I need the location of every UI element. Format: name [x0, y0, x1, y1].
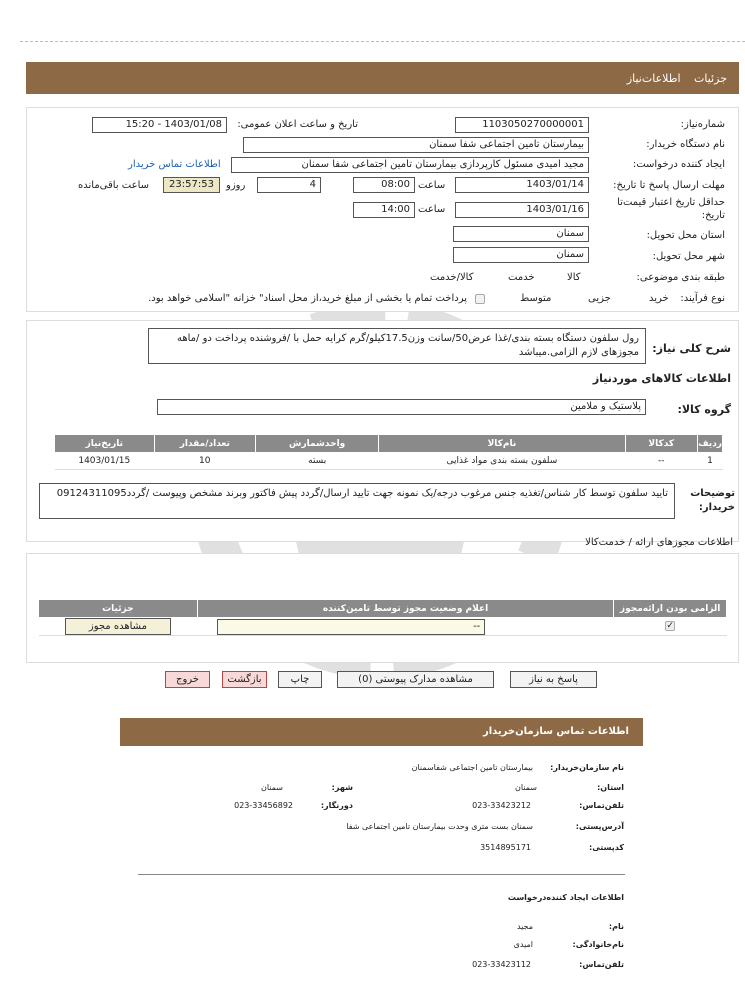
deadline-time-field: 08:00: [353, 177, 415, 193]
province-label: استان محل تحویل:: [646, 230, 725, 241]
process-buy-label: خرید: [649, 293, 669, 304]
contact-org: بیمارستان تامین اجتماعی شفاسمنان: [411, 763, 533, 772]
cell-name: سلفون بسته بندی مواد غذایی: [379, 453, 625, 470]
buyer-notes-label: توضیحات خریدار:: [690, 488, 735, 513]
contact-postal: 3514895171: [480, 843, 531, 852]
payment-checkbox[interactable]: [475, 294, 485, 304]
col-code: کدکالا: [625, 435, 698, 453]
cell-unit: بسته: [255, 453, 378, 470]
announce-label: تاریخ و ساعت اعلان عمومی:: [237, 119, 358, 130]
contact-province: سمنان: [514, 783, 537, 792]
col-permit-status: اعلام وضعیت مجوز توسط تامین‌کننده: [197, 600, 613, 618]
remaining-label: ساعت باقی‌مانده: [78, 180, 150, 191]
creator-label: ایجاد کننده درخواست:: [632, 159, 725, 170]
buyer-name-label: نام دستگاه خریدار:: [646, 139, 725, 150]
top-divider: [20, 41, 745, 42]
contact-header: اطلاعات تماس سازمان‌خریدار: [120, 718, 643, 746]
contact-divider: [138, 874, 625, 875]
validity-label: حداقل تاریخ اعتبار قیمت‌تا تاریخ:: [617, 197, 725, 221]
contact-city-label: شهر:: [331, 783, 353, 792]
creator-field: مجید امیدی مسئول کارپردازی بیمارستان تامین اجتماعی شفا سمنان: [231, 157, 589, 173]
province-field: سمنان: [453, 226, 589, 242]
permits-table: [38, 599, 727, 636]
contact-postal-label: کد‌پستی:: [589, 843, 624, 852]
contact-fax-label: دورنگار:: [320, 801, 353, 810]
announce-field: 1403/01/08 - 15:20: [92, 117, 227, 133]
col-row: ردیف: [698, 435, 723, 453]
contact-province-label: استان:: [597, 783, 624, 792]
deadline-date-field: 1403/01/14: [455, 177, 589, 193]
cell-permit-details: [39, 618, 198, 636]
creator-phone: 023-33423112: [472, 960, 531, 969]
col-qty: تعداد/مقدار: [154, 435, 255, 453]
page-header: [26, 62, 739, 94]
goods-table: [54, 434, 723, 470]
tab-details[interactable]: جزئیات: [694, 72, 727, 85]
process-partial-label: جزیی: [588, 293, 611, 304]
process-medium-label: متوسط: [520, 293, 552, 304]
category-goods-service-label: کالا/خدمت: [430, 272, 474, 283]
description-title: شرح کلی نیاز:: [652, 342, 731, 355]
city-field: سمنان: [453, 247, 589, 263]
process-label: نوع فرآیند:: [680, 293, 725, 304]
category-goods-label: کالا: [567, 272, 581, 283]
deadline-label: مهلت ارسال پاسخ تا تاریخ:: [613, 180, 725, 191]
back-button[interactable]: بازگشت: [222, 671, 267, 688]
reply-button[interactable]: پاسخ به نیاز: [510, 671, 597, 688]
cell-code: --: [625, 453, 698, 470]
permits-title: اطلاعات مجوزهای ارائه / خدمت‌کالا: [585, 537, 733, 548]
creator-name-label: نام:: [608, 922, 624, 931]
contact-fax: 023-33456892: [234, 801, 293, 810]
print-button[interactable]: چاپ: [278, 671, 322, 688]
contact-address-label: آدرس‌پستی:: [575, 822, 624, 831]
days-label: روزو: [226, 180, 246, 191]
buyer-contact-link[interactable]: اطلاعات تماس خریدار: [128, 159, 221, 170]
creator-family: امیدی: [513, 940, 533, 949]
validity-time-field: 14:00: [353, 202, 415, 218]
col-permit-details: جزئیات: [39, 600, 198, 618]
contact-phone: 023-33423212: [472, 801, 531, 810]
remaining-time-field: 23:57:53: [163, 177, 220, 193]
category-label: طبقه بندی موضوعی:: [636, 272, 725, 283]
cell-permit-required: [614, 618, 727, 636]
creator-info-title: اطلاعات ایجاد کننده‌درخواست: [507, 893, 624, 902]
view-permit-button[interactable]: مشاهده مجوز: [65, 618, 171, 635]
attachments-button[interactable]: مشاهده مدارک پیوستی (0): [337, 671, 494, 688]
tab-need-info[interactable]: اطلاعات‌نیاز: [626, 72, 681, 85]
col-date: تاریخ‌نیاز: [55, 435, 155, 453]
goods-group-field: پلاستیک و ملامین: [157, 399, 646, 415]
deadline-time-label: ساعت: [418, 180, 446, 191]
cell-permit-status: [197, 618, 613, 636]
category-service-label: خدمت: [508, 272, 535, 283]
permit-required-checkbox: ✓: [666, 621, 674, 632]
need-number-label: شماره‌نیاز:: [680, 119, 725, 130]
goods-group-label: گروه کالا:: [677, 403, 731, 416]
table-row: [39, 618, 727, 636]
buyer-notes-text: تایید سلفون توسط کار شناس/تغذیه جنس مرغوب درجه/یک نمونه جهت تایید ارسال/گردد پیش فاکتور وبرند مشخص وپیوست /گردد09124311095: [39, 483, 675, 519]
creator-name: مجید: [516, 922, 533, 931]
contact-phone-label: تلفن‌تماس:: [579, 801, 624, 810]
col-permit-required: الزامی بودن ارائه‌مجوز: [614, 600, 727, 618]
table-row: [55, 453, 723, 470]
buyer-name-field: بیمارستان تامین اجتماعی شفا سمنان: [243, 137, 589, 153]
contact-city: سمنان: [260, 783, 283, 792]
permits-table-header: [39, 600, 727, 618]
col-name: نام‌کالا: [379, 435, 625, 453]
col-unit: واحدشمارش: [255, 435, 378, 453]
days-field: 4: [257, 177, 321, 193]
creator-family-label: نام‌خانوادگی:: [572, 940, 624, 949]
permit-status-field: --: [217, 619, 485, 635]
validity-time-label: ساعت: [418, 204, 446, 215]
contact-org-label: نام سازمان‌خریدار:: [550, 763, 624, 772]
creator-phone-label: تلفن‌تماس:: [579, 960, 624, 969]
goods-table-header: [55, 435, 723, 453]
validity-date-field: 1403/01/16: [455, 202, 589, 218]
cell-date: 1403/01/15: [55, 453, 155, 470]
contact-address: سمنان بست متری وحدت بیمارستان تامین اجتماعی شفا: [346, 822, 533, 831]
need-number-field: 1103050270000001: [455, 117, 589, 133]
cell-row: 1: [698, 453, 723, 470]
description-text: رول سلفون دستگاه بسته بندی/غذا عرض50/سانت وزن17.5کیلو/گرم کرایه حمل با /فروشنده پرداخت دو /ماهه مجوزهای لازم الزامی.میباشد: [148, 328, 646, 364]
goods-info-title: اطلاعات کالاهای مورد‌نیاز: [592, 372, 731, 385]
payment-note: پرداخت تمام یا بخشی از مبلغ خرید،از محل اسناد" خزانه "اسلامی خواهد بود.: [148, 293, 467, 304]
cell-qty: 10: [154, 453, 255, 470]
city-label: شهر محل تحویل:: [652, 251, 725, 262]
exit-button[interactable]: خروج: [165, 671, 210, 688]
